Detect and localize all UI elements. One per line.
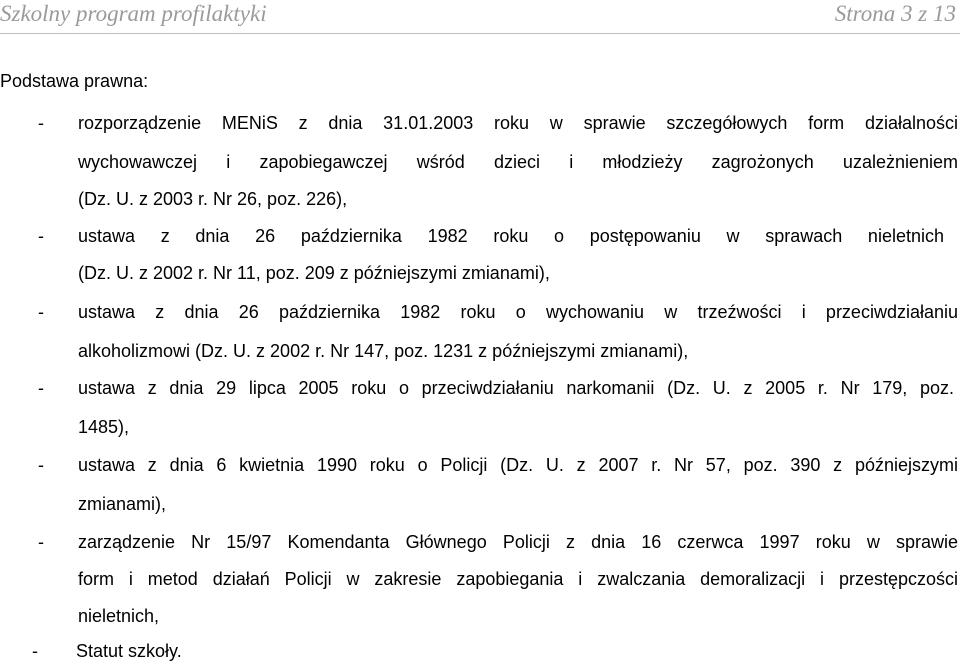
list-item-line: ustawa z dnia 26 października 1982 roku o wychowaniu w trzeźwości i przeciwdziałaniu (78, 302, 958, 322)
list-item-line: alkoholizmowi (Dz. U. z 2002 r. Nr 147, poz. 1231 z późniejszymi zmianami), (78, 341, 689, 361)
list-item-line: Statut szkoły. (76, 641, 182, 661)
list-item-line: ustawa z dnia 29 lipca 2005 roku o przeciwdziałaniu narkomanii (Dz. U. z 2005 r. Nr 179, poz. (78, 378, 954, 398)
list-bullet: - (38, 113, 44, 133)
document-title: Szkolny program profilaktyki (0, 1, 267, 26)
list-bullet: - (32, 641, 38, 661)
list-item-line: zmianami), (78, 494, 167, 514)
list-item-line: form i metod działań Policji w zakresie zapobiegania i zwalczania demoralizacji i przestępczości (78, 569, 958, 589)
list-item-line: zarządzenie Nr 15/97 Komendanta Głównego Policji z dnia 16 czerwca 1997 roku w sprawie (78, 532, 958, 552)
list-bullet: - (38, 532, 44, 552)
page-header (0, 0, 960, 36)
page-number: Strona 3 z 13 (834, 1, 956, 26)
list-item-line: ustawa z dnia 26 października 1982 roku o postępowaniu w sprawach nieletnich (78, 226, 944, 246)
list-bullet: - (38, 378, 44, 398)
list-bullet: - (38, 455, 44, 475)
list-bullet: - (38, 302, 44, 322)
list-item-line: (Dz. U. z 2003 r. Nr 26, poz. 226), (78, 189, 348, 209)
list-item-line: ustawa z dnia 6 kwietnia 1990 roku o Policji (Dz. U. z 2007 r. Nr 57, poz. 390 z późniejszymi (78, 455, 958, 475)
list-item-line: (Dz. U. z 2002 r. Nr 11, poz. 209 z późniejszymi zmianami), (78, 263, 550, 283)
section-heading: Podstawa prawna: (0, 71, 149, 91)
header-divider (0, 33, 960, 34)
list-item-line: 1485), (78, 417, 130, 437)
list-item-line: nieletnich, (78, 606, 160, 626)
list-bullet: - (38, 226, 44, 246)
list-item-line: wychowawczej i zapobiegawczej wśród dzieci i młodzieży zagrożonych uzależnieniem (78, 152, 958, 172)
list-item-line: rozporządzenie MENiS z dnia 31.01.2003 roku w sprawie szczegółowych form działalności (78, 113, 958, 133)
